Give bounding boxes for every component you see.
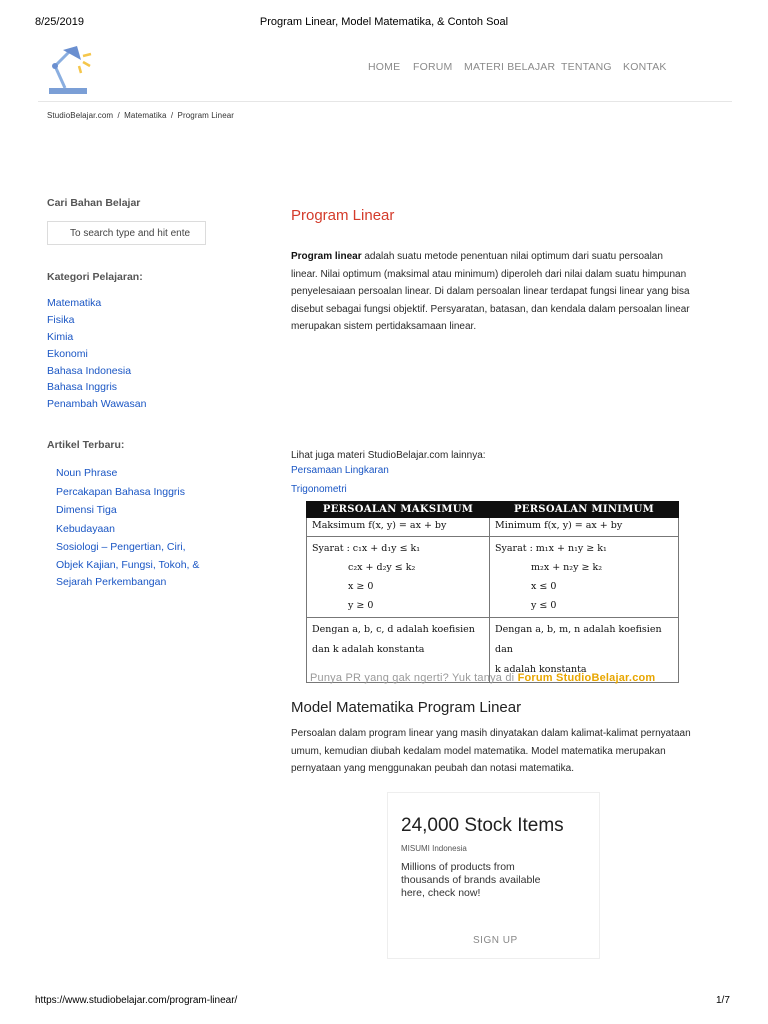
desk-lamp-logo-icon[interactable] xyxy=(45,42,97,96)
category-item[interactable]: Matematika xyxy=(47,297,102,309)
constraints-max xyxy=(307,537,490,618)
category-heading: Kategori Pelajaran: xyxy=(47,271,143,283)
breadcrumb-separator: / xyxy=(117,111,120,120)
article-link[interactable]: Percakapan Bahasa Inggris xyxy=(56,485,185,498)
article-link[interactable]: Noun Phrase xyxy=(56,467,118,479)
breadcrumb xyxy=(47,111,236,120)
category-list xyxy=(47,297,146,415)
constraint: Syarat : c₁x + d₁y ≤ k₁ xyxy=(312,543,421,554)
ad-signup-button[interactable]: SIGN UP xyxy=(473,935,518,946)
link-trigonometri[interactable]: Trigonometri xyxy=(291,484,347,495)
recent-articles-list xyxy=(56,467,199,594)
breadcrumb-home[interactable]: StudioBelajar.com xyxy=(47,111,114,120)
constraint: x ≤ 0 xyxy=(531,581,557,592)
objective-min: Minimum f(x, y) = ax + by xyxy=(490,518,679,537)
category-item[interactable]: Bahasa Inggris xyxy=(47,381,118,394)
category-item[interactable]: Kimia xyxy=(47,330,74,343)
nav-kontak[interactable]: KONTAK xyxy=(623,61,667,73)
constraint: y ≤ 0 xyxy=(531,600,557,611)
constraint: m₂x + n₂y ≥ k₂ xyxy=(531,562,603,573)
nav-tentang[interactable]: TENTANG xyxy=(561,61,612,73)
nav-forum[interactable]: FORUM xyxy=(413,61,453,73)
category-item[interactable]: Penambah Wawasan xyxy=(47,398,147,411)
breadcrumb-separator: / xyxy=(170,111,174,120)
article-link[interactable]: Dimensi Tiga xyxy=(56,504,117,516)
constraint: Syarat : m₁x + n₁y ≥ k₁ xyxy=(495,543,607,554)
ad-brand: MISUMI Indonesia xyxy=(401,844,467,853)
articles-heading: Artikel Terbaru: xyxy=(47,439,125,451)
constraint: y ≥ 0 xyxy=(348,600,374,611)
article-link[interactable]: Kebudayaan xyxy=(56,522,115,535)
search-input[interactable]: To search type and hit ente xyxy=(47,221,206,245)
forum-promo-text: Punya PR yang gak ngerti? Yuk tanya di xyxy=(310,672,518,684)
article-link-continued[interactable]: Objek Kajian, Fungsi, Tokoh, & xyxy=(56,558,200,571)
constraint: x ≥ 0 xyxy=(348,581,374,592)
intro-text: adalah suatu metode penentuan nilai optimum dari suatu persoalan linear. Nilai optimum (maksimal atau minimum) diperoleh dari nilai dalam suatu himpunan penyelesaiaan persoalan linear. Di dalam persoalan linear terdapat fungsi linear yang bisa disebut sebagai fungsi objektif. Persyaratan, batasan, dan kendala dalam persoalan linear merupakan sistem pertidaksamaan linear. xyxy=(291,251,690,332)
note-line: Dengan a, b, m, n adalah koefisien dan xyxy=(495,624,662,655)
ad-title[interactable]: 24,000 Stock Items xyxy=(401,815,564,836)
note-line: k adalah konstanta xyxy=(495,664,587,675)
category-item[interactable]: Ekonomi xyxy=(47,347,88,360)
article-link[interactable]: Sosiologi – Pengertian, Ciri, xyxy=(56,541,186,553)
link-persamaan-lingkaran[interactable]: Persamaan Lingkaran xyxy=(291,465,389,476)
print-header xyxy=(0,16,768,30)
intro-paragraph xyxy=(291,248,691,336)
table-header-min: PERSOALAN MINIMUM xyxy=(490,502,679,518)
nav-home[interactable]: HOME xyxy=(368,61,401,73)
linear-program-table xyxy=(306,501,679,683)
forum-link[interactable]: Forum StudioBelajar.com xyxy=(517,672,656,684)
print-date: 8/25/2019 xyxy=(35,16,84,28)
category-item[interactable]: Fisika xyxy=(47,313,75,326)
advertisement[interactable] xyxy=(387,792,600,959)
nav-materi-belajar[interactable]: MATERI BELAJAR xyxy=(464,61,556,73)
see-also-text: Lihat juga materi StudioBelajar.com lainnya: xyxy=(291,450,486,461)
breadcrumb-current: Program Linear xyxy=(177,111,235,120)
print-page-number: 1/7 xyxy=(716,995,730,1006)
page-title: Program Linear xyxy=(291,207,395,224)
objective-max: Maksimum f(x, y) = ax + by xyxy=(307,518,490,537)
note-line: Dengan a, b, c, d adalah koefisien xyxy=(312,624,475,635)
table-header-max: PERSOALAN MAKSIMUM xyxy=(307,502,490,518)
category-item[interactable]: Bahasa Indonesia xyxy=(47,364,132,377)
section-paragraph: Persoalan dalam program linear yang masih dinyatakan dalam kalimat-kalimat pernyataan umum, kemudian diubah kedalam model matematika. Model matematika merupakan pernyataan yang menggunakan peubah dan notasi matematika. xyxy=(291,728,691,774)
forum-promo xyxy=(310,672,655,684)
constraint: c₂x + d₂y ≤ k₂ xyxy=(348,562,416,573)
search-heading: Cari Bahan Belajar xyxy=(47,197,141,209)
constraints-min xyxy=(490,537,679,618)
article-link-continued[interactable]: Sejarah Perkembangan xyxy=(56,576,167,588)
print-url: https://www.studiobelajar.com/program-linear/ xyxy=(35,995,238,1006)
header-divider xyxy=(38,101,732,102)
breadcrumb-matematika[interactable]: Matematika xyxy=(124,111,167,120)
section-title: Model Matematika Program Linear xyxy=(291,699,522,716)
print-document-title: Program Linear, Model Matematika, & Contoh Soal xyxy=(259,16,509,28)
ad-text: Millions of products from thousands of brands available here, check now! xyxy=(401,861,541,899)
ad-visible-area xyxy=(388,793,564,960)
intro-term: Program linear xyxy=(291,251,362,262)
note-line: dan k adalah konstanta xyxy=(312,644,425,655)
